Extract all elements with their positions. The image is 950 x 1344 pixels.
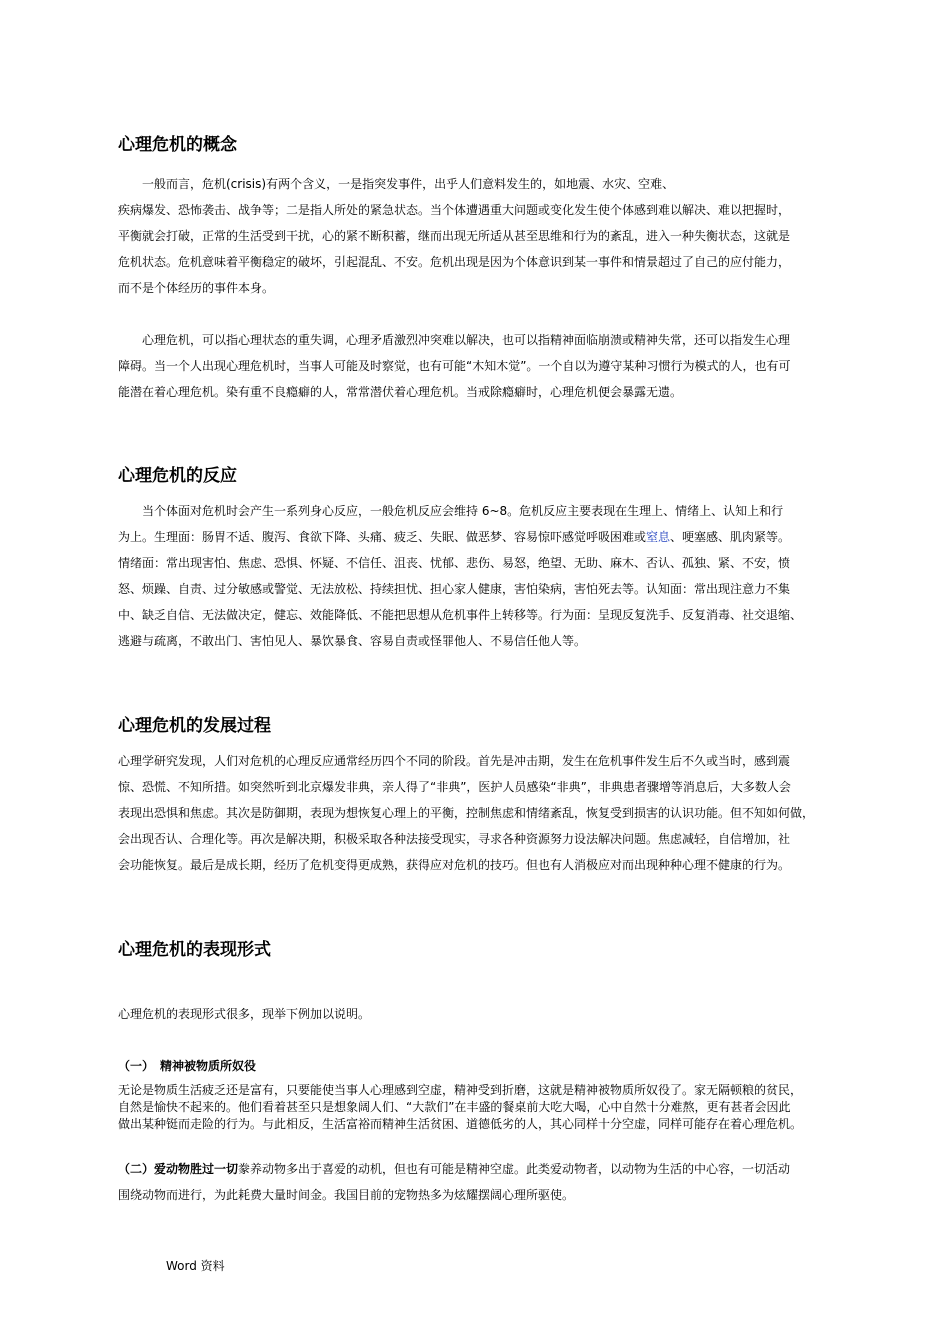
concept-paragraph-1 xyxy=(118,171,842,301)
text-line xyxy=(118,524,842,550)
development-paragraph xyxy=(118,748,842,878)
text-segment: 豢养动物多出于喜爱的动机，但也有可能是精神空虚。此类爱动物者，以动物为生活的中心容，一切活动 xyxy=(238,1162,791,1176)
text-line: 疾病爆发、恐怖袭击、战争等；二是指人所处的紧急状态。当个体遭遇重大问题或变化发生使个体感到难以解决、难以把握时， xyxy=(118,203,791,217)
item-1-title xyxy=(118,1053,842,1079)
item-2-paragraph xyxy=(118,1156,842,1208)
forms-intro xyxy=(118,1001,842,1027)
heading-development: 心理危机的发展过程 xyxy=(118,716,271,736)
text-line: 一般而言，危机(crisis)有两个含义，一是指突发事件，出乎人们意料发生的，如地震、水灾、空难、 xyxy=(118,177,675,191)
text-line: 能潜在着心理危机。染有重不良瘾癖的人，常常潜伏着心理危机。当戒除瘾癖时，心理危机便会暴露无遗。 xyxy=(118,385,683,399)
item-1-paragraph xyxy=(118,1082,842,1133)
text-line: 危机状态。危机意味着平衡稳定的破坏，引起混乱、不安。危机出现是因为个体意识到某一事件和情景超过了自己的应付能力， xyxy=(118,255,791,269)
text-line: 表现出恐惧和焦虑。其次是防御期，表现为想恢复心理上的平衡，控制焦虑和情绪紊乱，恢复受到损害的认识功能。但不知如何做， xyxy=(118,806,815,820)
text-line: 做出某种铤而走险的行为。与此相反，生活富裕而精神生活贫困、道德低劣的人，其心同样十分空虚，同样可能存在着心理危机。 xyxy=(118,1117,803,1131)
concept-paragraph-2 xyxy=(118,327,842,405)
text-line: 心理学研究发现，人们对危机的心理反应通常经历四个不同的阶段。首先是冲击期，发生在危机事件发生后不久或当时，感到震 xyxy=(118,754,791,768)
text-line: 而不是个体经历的事件本身。 xyxy=(118,281,275,295)
text-line: 平衡就会打破，正常的生活受到干扰，心的紧不断积蓄，继而出现无所适从甚至思维和行为的紊乱，进入一种失衡状态，这就是 xyxy=(118,229,791,243)
text-line: 无论是物质生活疲乏还是富有，只要能使当事人心理感到空虚，精神受到折磨，这就是精神被物质所奴役了。家无隔顿粮的贫民， xyxy=(118,1083,803,1097)
heading-reaction: 心理危机的反应 xyxy=(118,466,237,486)
text-line: 惊、恐慌、不知所措。如突然听到北京爆发非典，亲人得了“非典”，医护人员感染“非典”，非典患者骤增等消息后，大多数人会 xyxy=(118,780,791,794)
text-line: 逃避与疏离，不敢出门、害怕见人、暴饮暴食、容易自责或怪罪他人、不易信任他人等。 xyxy=(118,634,587,648)
reaction-paragraph xyxy=(118,498,842,654)
text-segment: 为上。生理面：肠胃不适、腹泻、食欲下降、头痛、疲乏、失眠、做恶梦、容易惊吓感觉呼吸困难或 xyxy=(118,530,647,544)
subheading: （一） 精神被物质所奴役 xyxy=(118,1059,257,1073)
text-line: 心理危机的表现形式很多，现举下例加以说明。 xyxy=(118,1007,371,1021)
text-line: 会出现否认、合理化等。再次是解决期，积极采取各种法接受现实，寻求各种资源努力设法解决问题。焦虑减轻，自信增加，社 xyxy=(118,832,791,846)
text-segment: 、哽塞感、肌肉紧等。 xyxy=(670,530,791,544)
text-line xyxy=(118,1156,842,1182)
footer-label: Word 资料 xyxy=(166,1259,225,1273)
text-line: 会功能恢复。最后是成长期，经历了危机变得更成熟，获得应对危机的技巧。但也有人消极应对而出现种种心理不健康的行为。 xyxy=(118,858,791,872)
text-line: 心理危机，可以指心理状态的重失调，心理矛盾激烈冲突难以解决，也可以指精神面临崩溃或精神失常，还可以指发生心理 xyxy=(118,333,791,347)
text-line: 当个体面对危机时会产生一系列身心反应，一般危机反应会维持 6~8。危机反应主要表现在生理上、情绪上、认知上和行 xyxy=(118,504,784,518)
text-line: 怒、烦躁、自责、过分敏感或警觉、无法放松、持续担忧、担心家人健康，害怕染病，害怕死去等。认知面：常出现注意力不集 xyxy=(118,582,791,596)
suffocation-link[interactable]: 窒息 xyxy=(646,530,671,544)
text-line: 中、缺乏自信、无法做决定，健忘、效能降低、不能把思想从危机事件上转移等。行为面：呈现反复洗手、反复消毒、社交退缩、 xyxy=(118,608,803,622)
subheading: （二）爱动物胜过一切 xyxy=(118,1162,239,1176)
heading-forms: 心理危机的表现形式 xyxy=(118,940,271,960)
heading-concept: 心理危机的概念 xyxy=(118,135,237,155)
text-line: 障碍。当一个人出现心理危机时，当事人可能及时察觉，也有可能“木知木觉”。一个自以为遵守某种习惯行为模式的人，也有可 xyxy=(118,359,791,373)
text-line: 情绪面：常出现害怕、焦虑、恐惧、怀疑、不信任、沮丧、忧郁、悲伤、易怒，绝望、无助、麻木、否认、孤独、紧、不安，愤 xyxy=(118,556,791,570)
text-line: 围绕动物而进行，为此耗费大量时间金。我国目前的宠物热多为炫耀摆阔心理所驱使。 xyxy=(118,1188,575,1202)
text-line: 自然是愉快不起来的。他们看着甚至只是想象阔人们、“大款们”在丰盛的餐桌前大吃大喝，心中自然十分难熬，更有甚者会因此 xyxy=(118,1100,791,1114)
